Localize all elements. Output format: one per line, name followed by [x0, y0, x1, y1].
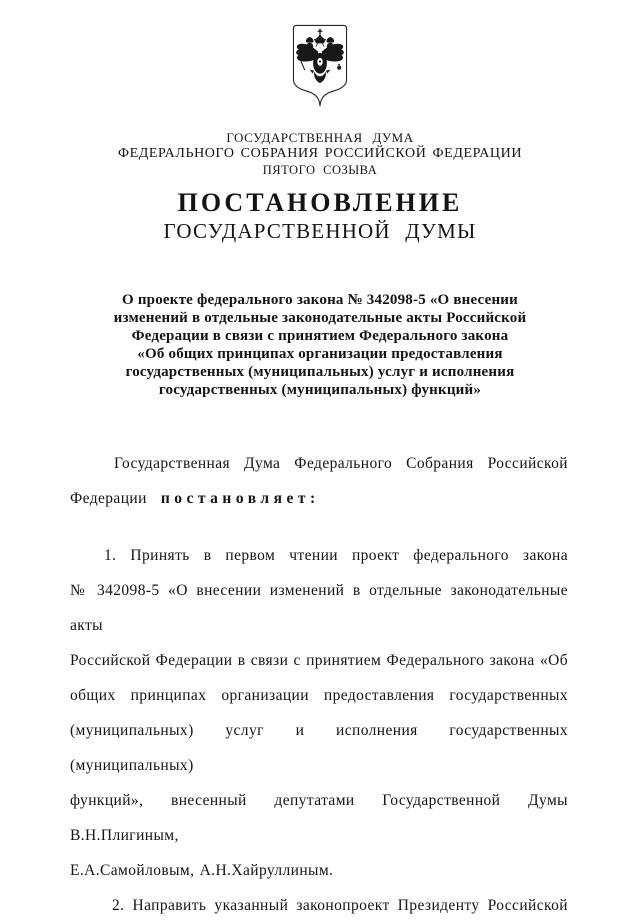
subject-line: Федерации в связи с принятием Федерального закона [131, 328, 509, 344]
subject-line: «Об общих принципах организации предоставления [137, 346, 503, 362]
text-line: (муниципальных) услуг и исполнения государственных (муниципальных) [70, 722, 568, 774]
document-title [0, 188, 640, 244]
text-line: № 342098-5 «О внесении изменений в отдельные законодательные акты [70, 582, 568, 634]
coat-of-arms-container [0, 0, 640, 109]
paragraph-item-1 [70, 538, 568, 888]
subject-line: изменений в отдельные законодательные акты Российской [113, 310, 527, 326]
coat-of-arms-icon [288, 23, 352, 109]
double-headed-eagle-glyph [296, 29, 344, 83]
text-line [70, 481, 568, 516]
subject-line: О проекте федерального закона № 342098-5 «О внесении [122, 292, 518, 308]
document-type-title: ПОСТАНОВЛЕНИЕ [177, 188, 463, 217]
text-line: функций», внесенный депутатами Государственной Думы В.Н.Плигиным, [70, 792, 568, 844]
text-line: общих принципах организации предоставления государственных [70, 687, 568, 704]
organization-header [0, 130, 640, 178]
document-issuer-subtitle: ГОСУДАРСТВЕННОЙ ДУМЫ [163, 219, 477, 243]
resolves-keyword: постановляет: [160, 490, 320, 507]
paragraph-item-2 [70, 888, 568, 923]
text-line: Е.А.Самойловым, А.Н.Хайруллиным. [70, 862, 334, 879]
text-line: Российской Федерации в связи с принятием Федерального закона «Об [70, 652, 568, 669]
org-name-line: ГОСУДАРСТВЕННАЯ ДУМА [226, 130, 414, 145]
org-name-line: ФЕДЕРАЛЬНОГО СОБРАНИЯ РОССИЙСКОЙ ФЕДЕРАЦИИ [117, 146, 523, 161]
document-body [0, 446, 640, 923]
text-line: 2. Направить указанный законопроект Президенту Российской [112, 897, 568, 914]
document-subject [0, 291, 640, 399]
text-line: Государственная Дума Федерального Собрания Российской [114, 455, 568, 472]
text-line: 1. Принять в первом чтении проект федерального закона [104, 547, 568, 564]
subject-line: государственных (муниципальных) функций» [158, 382, 482, 398]
subject-line: государственных (муниципальных) услуг и исполнения [125, 364, 515, 380]
convocation-line: ПЯТОГО СОЗЫВА [262, 163, 378, 177]
intro-subject-word: Федерации [70, 490, 147, 507]
paragraph-intro [70, 446, 568, 516]
